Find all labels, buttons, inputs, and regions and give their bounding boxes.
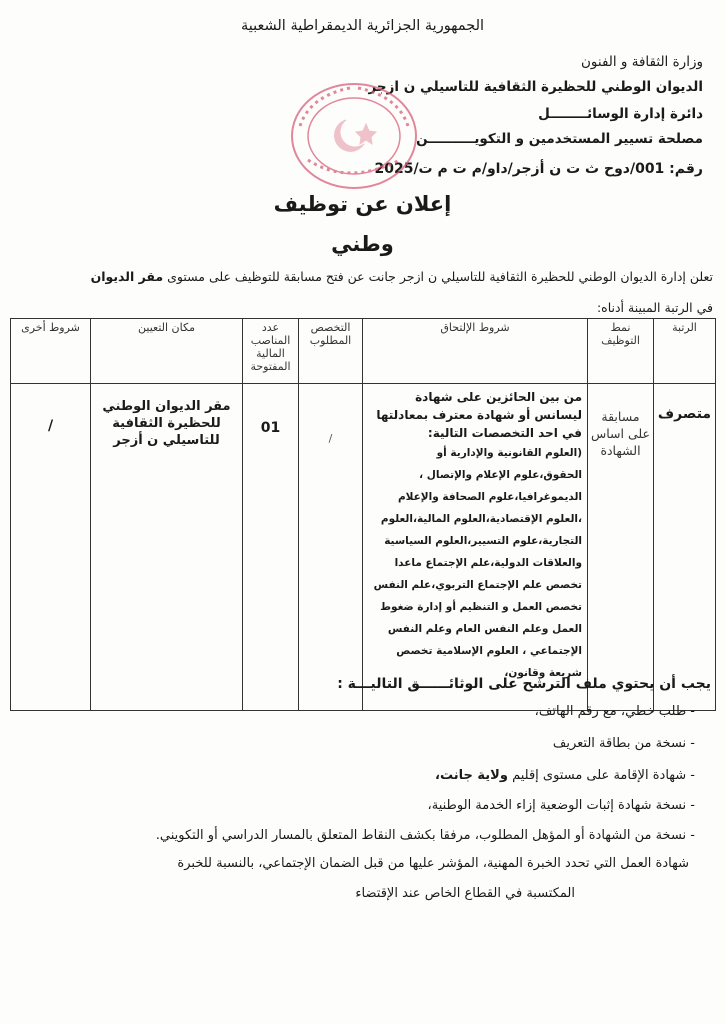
announcement-title: إعلان عن توظيف (273, 192, 452, 216)
header-mode: نمط التوظيف (588, 319, 654, 384)
service-line: مصلحة تسيير المستخدمين و التكويــــــــــن (416, 131, 703, 147)
cell-rank: متصرف (654, 384, 716, 711)
document-item-emphasis: ولاية جانت، (435, 768, 508, 783)
document-item: شهادة العمل التي تحدد الخبرة المهنية، المؤشر عليها من قبل الضمان الإجتماعي، بالنسبة للخبرة (177, 856, 689, 871)
table-row (11, 384, 716, 711)
header-specialty: التخصص المطلوب (299, 319, 363, 384)
conditions-lead: من بين الحائزين على شهادة ليسانس أو شهادة معترف بمعادلتها في احد التخصصات التالية: (376, 390, 582, 440)
table-header-row (11, 319, 716, 384)
document-item-text: - شهادة الإقامة على مستوى إقليم (512, 768, 695, 783)
header-conditions: شروط الإلتحاق (363, 319, 588, 384)
positions-table (10, 318, 716, 711)
announcement-subtitle: وطني (331, 232, 394, 256)
ministry-line: وزارة الثقافة و الفنون (580, 54, 703, 70)
cell-other: / (11, 384, 91, 711)
document-item: - نسخة شهادة إثبات الوضعية إزاء الخدمة الوطنية، (427, 798, 695, 813)
intro-line-2: في الرتبة المبينة أدناه: (596, 300, 713, 315)
header-other: شروط أخرى (11, 319, 91, 384)
cell-specialty: / (299, 384, 363, 711)
cell-conditions (363, 384, 588, 711)
cell-count: 01 (243, 384, 299, 711)
intro-paragraph (91, 269, 713, 284)
intro-location: مقر الديوان (90, 269, 164, 284)
cell-mode: مسابقة على اساس الشهادة (588, 384, 654, 711)
documents-title: يجب أن يحتوي ملف الترشح على الوثائــــــق التاليـــة : (337, 676, 711, 692)
header-count: عدد المناصب المالية المفتوحة (243, 319, 299, 384)
conditions-list: (العلوم القانونية والإدارية أو الحقوق،علوم الإعلام والإتصال ، الديموغرافيا،علوم الصحافة والإعلام ،العلوم الإقتصادية،العلوم المالية،العلوم التجارية،علوم التسيير،العلوم السياسية والعلاقات الدولية،علم الإجتماع ماعدا تخصص علم الإجتماع التربوي،علم النفس تخصص العمل و التنظيم أو إدارة ضغوط العمل وعلم النفس العام وعلم النفس الإجتماعي ، العلوم الإسلامية تخصص شريعة وقانون، (373, 447, 582, 679)
republic-heading: الجمهورية الجزائرية الديمقراطية الشعبية (240, 18, 485, 34)
reference-number: رقم: 001/دوح ث ت ن أزجر/داو/م ت م ت/2025 (374, 161, 703, 177)
document-item: - طلب خطي، مع رقم الهاتف، (534, 704, 695, 719)
document-item-continued: المكتسبة في القطاع الخاص عند الإقتضاء (355, 886, 575, 901)
official-stamp-icon (288, 80, 420, 192)
office-line: الديوان الوطني للحظيرة الثقافية للتاسيلي ن ازجر (368, 79, 703, 95)
header-place: مكان التعيين (91, 319, 243, 384)
directorate-line: دائرة إدارة الوسائــــــــل (538, 106, 703, 122)
intro-text: تعلن إدارة الديوان الوطني للحظيرة الثقافية للتاسيلي ن ازجر جانت عن فتح مسابقة للتوظيف على مستوى (167, 269, 713, 284)
document-item: - نسخة من الشهادة أو المؤهل المطلوب، مرفقا بكشف النقاط المتعلق بالمسار الدراسي أو التكويني. (155, 828, 695, 843)
document-item: - نسخة من بطاقة التعريف (552, 736, 695, 751)
cell-place: مقر الديوان الوطني للحظيرة الثقافية للتاسيلي ن أزجر (91, 384, 243, 711)
document-item (435, 768, 695, 783)
header-rank: الرتبة (654, 319, 716, 384)
